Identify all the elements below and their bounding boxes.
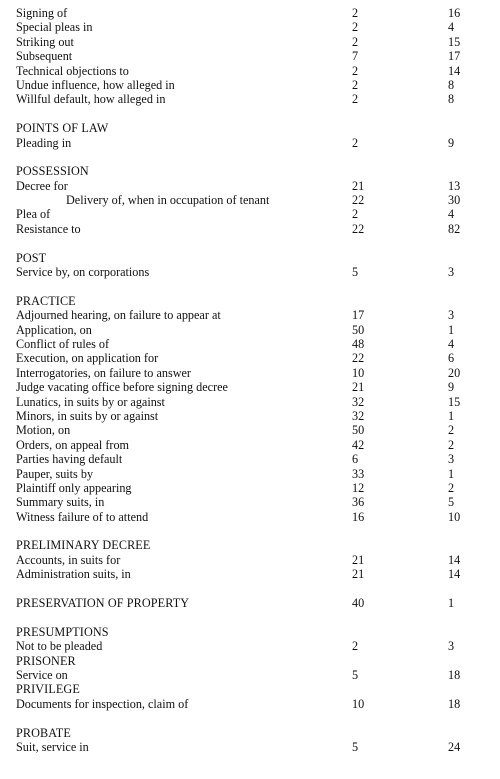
entry-term: Orders, on appeal from [16, 437, 130, 452]
order-number: 17 [352, 308, 365, 323]
section-spacer [0, 107, 500, 121]
rule-number: 20 [448, 365, 461, 380]
entry-term: Pleading in [16, 135, 72, 150]
index-entry-row [0, 366, 500, 380]
entry-term: Accounts, in suits for [16, 552, 121, 567]
entry-term: Execution, on application for [16, 351, 159, 366]
index-entry-row [0, 337, 500, 351]
index-entry-row [0, 452, 500, 466]
rule-number: 14 [448, 63, 461, 78]
rule-number: 2 [448, 437, 455, 452]
index-entry-row [0, 265, 500, 279]
index-entry-row [0, 78, 500, 92]
order-number: 5 [352, 739, 359, 754]
index-entry-row [0, 438, 500, 452]
index-entry-row [0, 308, 500, 322]
index-entry-row [0, 423, 500, 437]
rule-number: 14 [448, 552, 461, 567]
order-number: 22 [352, 193, 365, 208]
index-entry-row [0, 323, 500, 337]
index-entry-row [0, 481, 500, 495]
rule-number: 3 [448, 308, 455, 323]
rule-number: 4 [448, 20, 455, 35]
section-spacer [0, 610, 500, 624]
order-number: 36 [352, 495, 365, 510]
rule-number: 4 [448, 207, 455, 222]
order-number: 10 [352, 365, 365, 380]
rule-number: 4 [448, 336, 455, 351]
section-spacer [0, 524, 500, 538]
order-number: 48 [352, 336, 365, 351]
entry-term: Striking out [16, 34, 74, 49]
section-spacer [0, 711, 500, 725]
order-number: 6 [352, 452, 359, 467]
rule-number: 24 [448, 739, 461, 754]
order-number: 2 [352, 63, 359, 78]
order-number: 50 [352, 423, 365, 438]
index-heading-row [0, 251, 500, 265]
entry-term: Motion, on [16, 423, 71, 438]
rule-number: 82 [448, 221, 461, 236]
rule-number: 13 [448, 178, 461, 193]
order-number: 2 [352, 34, 359, 49]
index-entry-row [0, 467, 500, 481]
index-heading-row [0, 164, 500, 178]
entry-term: Parties having default [16, 452, 123, 467]
order-number: 22 [352, 221, 365, 236]
entry-term: Judge vacating office before signing decree [16, 380, 228, 395]
entry-term: Conflict of rules of [16, 336, 110, 351]
rule-number: 1 [448, 408, 455, 423]
entry-term: Administration suits, in [16, 567, 131, 582]
index-heading-row [0, 654, 500, 668]
entry-term: Adjourned hearing, on failure to appear at [16, 308, 221, 323]
rule-number: 10 [448, 509, 461, 524]
entry-term: Pauper, suits by [16, 466, 94, 481]
rule-number: 14 [448, 567, 461, 582]
order-number: 2 [352, 639, 359, 654]
entry-term: Application, on [16, 322, 92, 337]
index-heading: PRIVILEGE [16, 682, 80, 697]
rule-number: 9 [448, 380, 455, 395]
index-heading: PRESERVATION OF PROPERTY [16, 596, 190, 611]
index-heading-row [0, 596, 500, 610]
order-number: 21 [352, 552, 365, 567]
order-number: 5 [352, 667, 359, 682]
entry-term: Suit, service in [16, 739, 89, 754]
index-entry-row [0, 207, 500, 221]
rule-number: 17 [448, 49, 461, 64]
index-heading-row [0, 625, 500, 639]
index-entry-row [0, 553, 500, 567]
order-number: 21 [352, 178, 365, 193]
index-heading: POINTS OF LAW [16, 121, 109, 136]
order-number: 12 [352, 480, 365, 495]
rule-number: 1 [448, 322, 455, 337]
rule-number: 2 [448, 423, 455, 438]
index-entry-row [0, 668, 500, 682]
index-entry-row [0, 351, 500, 365]
rule-number: 2 [448, 480, 455, 495]
section-spacer [0, 150, 500, 164]
rule-number: 1 [448, 596, 455, 611]
index-entry-row [0, 49, 500, 63]
order-number: 2 [352, 77, 359, 92]
entry-term: Delivery of, when in occupation of tenant [66, 193, 270, 208]
index-heading: PRELIMINARY DECREE [16, 538, 151, 553]
entry-term: Resistance to [16, 221, 81, 236]
index-entry-row [0, 495, 500, 509]
order-number: 2 [352, 135, 359, 150]
entry-term: Plaintiff only appearing [16, 480, 132, 495]
rule-number: 6 [448, 351, 455, 366]
order-number: 2 [352, 20, 359, 35]
rule-number: 3 [448, 265, 455, 280]
order-number: 2 [352, 207, 359, 222]
section-spacer [0, 582, 500, 596]
entry-term: Decree for [16, 178, 68, 193]
entry-term: Interrogatories, on failure to answer [16, 365, 191, 380]
order-number: 2 [352, 92, 359, 107]
rule-number: 8 [448, 92, 455, 107]
entry-term: Service by, on corporations [16, 265, 150, 280]
entry-term: Summary suits, in [16, 495, 105, 510]
index-heading: PRISONER [16, 653, 76, 668]
order-number: 21 [352, 380, 365, 395]
index-entry-row [0, 697, 500, 711]
index-entry-row [0, 639, 500, 653]
index-entry-row [0, 193, 500, 207]
index-entry-row [0, 136, 500, 150]
index-heading-row [0, 726, 500, 740]
index-entry-row [0, 409, 500, 423]
order-number: 32 [352, 394, 365, 409]
index-entry-row [0, 222, 500, 236]
rule-number: 5 [448, 495, 455, 510]
entry-term: Subsequent [16, 49, 73, 64]
order-number: 33 [352, 466, 365, 481]
order-number: 22 [352, 351, 365, 366]
order-number: 40 [352, 596, 365, 611]
index-heading: POSSESSION [16, 164, 89, 179]
index-heading-row [0, 538, 500, 552]
order-number: 2 [352, 6, 359, 20]
index-entry-row [0, 510, 500, 524]
index-heading: POST [16, 250, 47, 265]
rule-number: 15 [448, 394, 461, 409]
entry-term: Lunatics, in suits by or against [16, 394, 165, 409]
index-entry-row [0, 64, 500, 78]
section-spacer [0, 236, 500, 250]
rule-number: 16 [448, 6, 461, 20]
entry-term: Willful default, how alleged in [16, 92, 166, 107]
entry-term: Witness failure of to attend [16, 509, 149, 524]
index-entry-row [0, 380, 500, 394]
index-heading: PRESUMPTIONS [16, 624, 109, 639]
index-entry-row [0, 395, 500, 409]
index-entry-row [0, 179, 500, 193]
entry-term: Plea of [16, 207, 51, 222]
order-number: 16 [352, 509, 365, 524]
rule-number: 30 [448, 193, 461, 208]
index-heading-row [0, 294, 500, 308]
section-spacer [0, 279, 500, 293]
index-heading: PRACTICE [16, 293, 76, 308]
rule-number: 3 [448, 639, 455, 654]
entry-term: Special pleas in [16, 20, 93, 35]
rule-number: 18 [448, 667, 461, 682]
rule-number: 9 [448, 135, 455, 150]
entry-term: Service on [16, 667, 68, 682]
order-number: 7 [352, 49, 359, 64]
entry-term: Undue influence, how alleged in [16, 77, 175, 92]
entry-term: Documents for inspection, claim of [16, 696, 189, 711]
order-number: 42 [352, 437, 365, 452]
index-entry-row [0, 92, 500, 106]
index-entry-row [0, 740, 500, 754]
index-entry-row [0, 6, 500, 20]
rule-number: 8 [448, 77, 455, 92]
order-number: 10 [352, 696, 365, 711]
index-page [0, 6, 500, 754]
index-entry-row [0, 20, 500, 34]
rule-number: 1 [448, 466, 455, 481]
entry-term: Signing of [16, 6, 68, 20]
rule-number: 15 [448, 34, 461, 49]
order-number: 5 [352, 265, 359, 280]
index-entry-row [0, 35, 500, 49]
index-entry-row [0, 567, 500, 581]
rule-number: 3 [448, 452, 455, 467]
order-number: 32 [352, 408, 365, 423]
entry-term: Minors, in suits by or against [16, 408, 159, 423]
index-heading: PROBATE [16, 725, 71, 740]
index-heading-row [0, 682, 500, 696]
index-heading-row [0, 121, 500, 135]
order-number: 50 [352, 322, 365, 337]
entry-term: Not to be pleaded [16, 639, 103, 654]
order-number: 21 [352, 567, 365, 582]
rule-number: 18 [448, 696, 461, 711]
entry-term: Technical objections to [16, 63, 129, 78]
